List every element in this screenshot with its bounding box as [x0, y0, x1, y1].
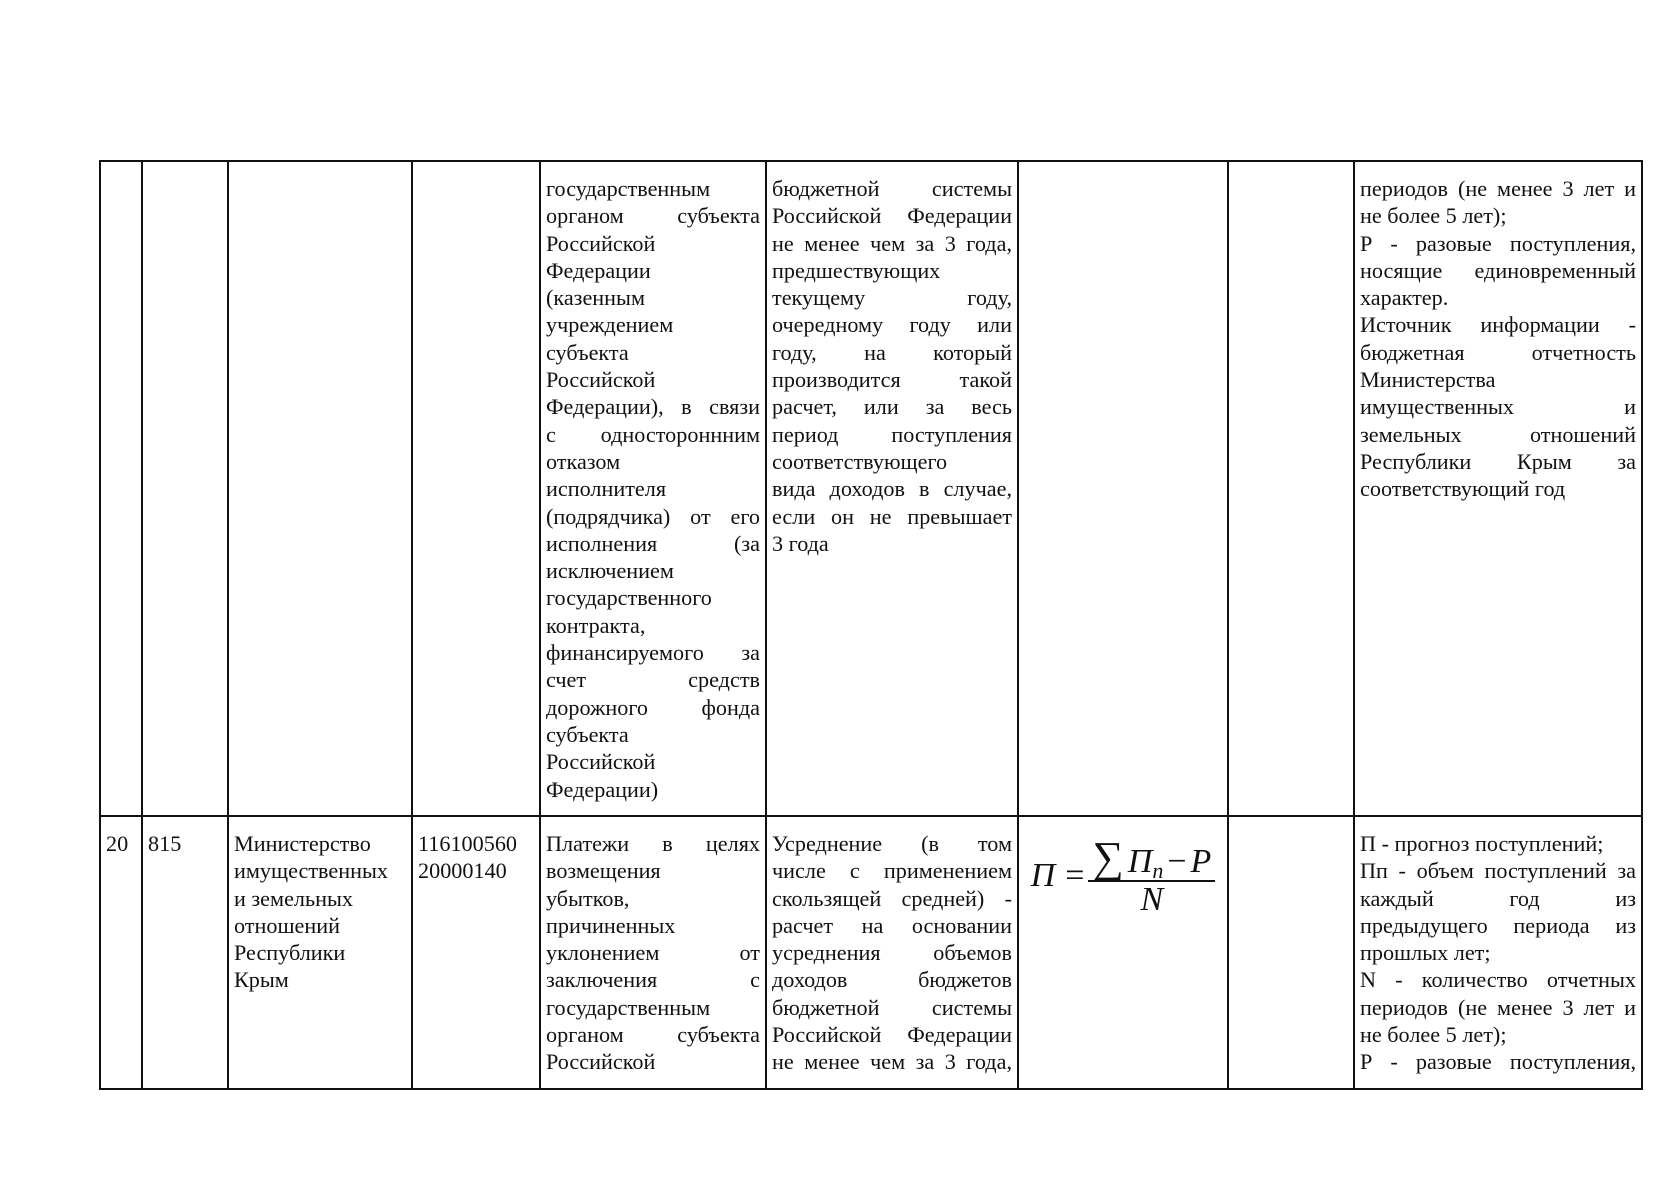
cell-administrator [228, 816, 412, 1089]
method-text: бюджетной системы Российской Федерации не менее чем за 3 года, предшествующих текущему году, очередному году или году, на который производится такой расчет, или за весь период поступления соответствующего вида доходов в случае, если он не превышает 3 года [772, 176, 1012, 556]
table-row [100, 161, 1642, 816]
formula-term-subscript: n [1152, 858, 1164, 883]
cell-formula [1018, 161, 1228, 816]
cell-formula [1018, 816, 1228, 1089]
cell-method [766, 161, 1018, 816]
row-number: 20 [106, 831, 129, 856]
administrator-name: Министерство имущественных и земельных отношений Республики Крым [234, 831, 388, 993]
cell-description [1354, 816, 1642, 1089]
formula-denominator: N [1140, 881, 1164, 919]
formula-term: П [1127, 843, 1153, 880]
cell-revenue-name [540, 161, 766, 816]
formula-r: P [1190, 843, 1212, 880]
cell-kbk [412, 816, 540, 1089]
cell-admin-code [142, 161, 228, 816]
method-text: Усреднение (в том числе с применением скользящей средней) - расчет на основании усреднения объемов доходов бюджетов бюджетной системы Российской Федерации не менее чем за 3 года, [772, 831, 1012, 1075]
description-text: периодов (не менее 3 лет и не более 5 лет); Р - разовые поступления, носящие единовременный характер. Источник информации - бюджетная отчетность Министерства имущественных и земельных отношений Республики Крым за соответствующий год [1360, 176, 1636, 502]
cell-number [100, 161, 142, 816]
forecast-formula [1024, 830, 1222, 919]
formula-minus: − [1167, 843, 1187, 880]
cell-revenue-name [540, 816, 766, 1089]
admin-code: 815 [148, 831, 182, 856]
description-text: П - прогноз поступлений; Пп - объем поступлений за каждый год из предыдущего периода из прошлых лет; N - количество отчетных периодов (не менее 3 лет и не более 5 лет); Р - разовые поступления, [1360, 831, 1636, 1075]
revenue-forecast-table [99, 160, 1643, 1090]
cell-blank [1228, 161, 1354, 816]
cell-number [100, 816, 142, 1089]
table-row [100, 816, 1642, 1089]
formula-fraction [1088, 833, 1215, 919]
cell-description [1354, 161, 1642, 816]
formula-lhs: П [1030, 857, 1056, 895]
kbk-code: 116100560 20000140 [418, 831, 518, 884]
cell-method [766, 816, 1018, 1089]
cell-blank [1228, 816, 1354, 1089]
formula-numerator [1088, 833, 1215, 883]
sum-symbol: ∑ [1092, 833, 1124, 882]
revenue-name-text: Платежи в целях возмещения убытков, причиненных уклонением от заключения с государственным органом субъекта Российской [546, 831, 760, 1075]
formula-equals: = [1065, 857, 1085, 895]
cell-kbk [412, 161, 540, 816]
cell-admin-code [142, 816, 228, 1089]
revenue-name-text: государственным органом субъекта Российской Федерации (казенным учреждением субъекта Российской Федерации), в связи с одностороннним отказом исполнителя (подрядчика) от его исполнения (за исключением государственного контракта, финансируемого за счет средств дорожного фонда субъекта Российской Федерации) [546, 176, 760, 802]
cell-administrator [228, 161, 412, 816]
